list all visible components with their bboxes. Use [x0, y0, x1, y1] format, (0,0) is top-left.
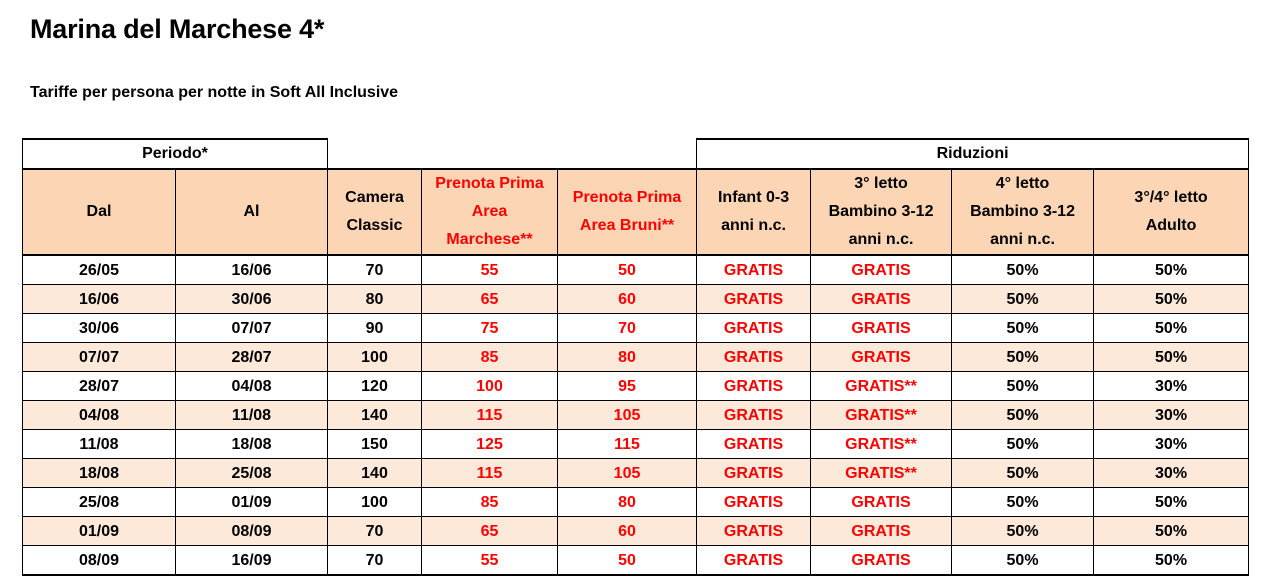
table-cell: 50% [952, 401, 1094, 430]
table-cell: 70 [558, 314, 697, 343]
column-header-line: Bambino 3-12 [970, 203, 1075, 220]
table-cell: 16/09 [176, 546, 328, 576]
table-cell: 50% [952, 255, 1094, 285]
table-row [23, 255, 1249, 285]
table-row [23, 343, 1249, 372]
table-cell: 26/05 [23, 255, 176, 285]
column-header-0 [23, 169, 176, 255]
table-cell: 50% [1094, 255, 1249, 285]
table-cell: GRATIS [697, 517, 811, 546]
table-cell: 11/08 [176, 401, 328, 430]
table-cell: 140 [328, 459, 422, 488]
table-cell: 80 [558, 488, 697, 517]
column-header-line: 4° letto [995, 175, 1050, 192]
table-cell: GRATIS** [811, 401, 952, 430]
table-cell: 60 [558, 517, 697, 546]
table-cell: 08/09 [23, 546, 176, 576]
table-cell: 105 [558, 401, 697, 430]
column-header-line: Prenota Prima [572, 189, 682, 206]
table-cell: 50% [952, 372, 1094, 401]
table-cell: 50 [558, 546, 697, 576]
table-cell: 100 [328, 488, 422, 517]
table-cell: 120 [328, 372, 422, 401]
table-cell: 04/08 [176, 372, 328, 401]
column-header-line: Area Bruni** [579, 217, 675, 234]
column-header-8 [1094, 169, 1249, 255]
table-cell: 07/07 [23, 343, 176, 372]
column-header-line: anni n.c. [990, 231, 1055, 248]
table-cell: 140 [328, 401, 422, 430]
table-cell: 50 [558, 255, 697, 285]
table-cell: 60 [558, 285, 697, 314]
table-row [23, 314, 1249, 343]
column-header-line: Bambino 3-12 [828, 203, 934, 220]
table-cell: 50% [1094, 343, 1249, 372]
table-cell: 50% [952, 430, 1094, 459]
table-cell: 125 [422, 430, 558, 459]
table-cell: 55 [422, 546, 558, 576]
table-cell: 50% [952, 546, 1094, 576]
table-cell: 25/08 [23, 488, 176, 517]
column-header-6 [811, 169, 952, 255]
table-cell: 30/06 [176, 285, 328, 314]
group-header-periodo: Periodo* [23, 139, 328, 169]
column-header-line: Prenota Prima [435, 175, 544, 192]
column-header-line: Classic [346, 217, 403, 234]
table-cell: 70 [328, 517, 422, 546]
table-cell: 65 [422, 285, 558, 314]
column-header-line: anni n.c. [721, 217, 786, 234]
table-cell: 75 [422, 314, 558, 343]
table-cell: 85 [422, 343, 558, 372]
table-cell: 28/07 [23, 372, 176, 401]
table-cell: 25/08 [176, 459, 328, 488]
column-header-line: Infant 0-3 [717, 189, 790, 206]
table-cell: 50% [1094, 517, 1249, 546]
table-cell: 50% [1094, 546, 1249, 576]
column-header-2 [328, 169, 422, 255]
table-cell: GRATIS** [811, 372, 952, 401]
table-cell: GRATIS [811, 314, 952, 343]
column-header-7 [952, 169, 1094, 255]
table-cell: GRATIS [697, 546, 811, 576]
table-cell: 30/06 [23, 314, 176, 343]
table-row [23, 459, 1249, 488]
column-header-row [23, 169, 1249, 255]
group-header-spacer [328, 139, 697, 169]
table-cell: 08/09 [176, 517, 328, 546]
table-cell: 150 [328, 430, 422, 459]
table-row [23, 372, 1249, 401]
table-cell: GRATIS [811, 546, 952, 576]
table-row [23, 488, 1249, 517]
column-header-1 [176, 169, 328, 255]
table-cell: 80 [558, 343, 697, 372]
table-cell: 18/08 [176, 430, 328, 459]
table-cell: GRATIS [697, 343, 811, 372]
column-header-4 [558, 169, 697, 255]
table-cell: 55 [422, 255, 558, 285]
table-cell: GRATIS [697, 488, 811, 517]
table-cell: 115 [558, 430, 697, 459]
table-cell: 50% [1094, 285, 1249, 314]
table-cell: 07/07 [176, 314, 328, 343]
table-cell: GRATIS [697, 401, 811, 430]
column-header-line: Al [243, 203, 260, 220]
table-cell: 70 [328, 546, 422, 576]
table-cell: 50% [952, 343, 1094, 372]
column-header-line: 3°/4° letto [1134, 189, 1208, 206]
table-cell: 30% [1094, 459, 1249, 488]
table-cell: GRATIS [811, 343, 952, 372]
table-cell: 65 [422, 517, 558, 546]
table-cell: 28/07 [176, 343, 328, 372]
column-header-line: Adulto [1145, 217, 1197, 234]
column-header-3 [422, 169, 558, 255]
table-cell: 16/06 [23, 285, 176, 314]
column-header-line: Marchese** [446, 231, 533, 248]
table-cell: 01/09 [23, 517, 176, 546]
column-header-line: 3° letto [854, 175, 908, 192]
table-cell: 85 [422, 488, 558, 517]
group-header-riduzioni: Riduzioni [697, 139, 1249, 169]
table-cell: 115 [422, 401, 558, 430]
table-cell: 30% [1094, 430, 1249, 459]
table-cell: 50% [952, 517, 1094, 546]
table-cell: 95 [558, 372, 697, 401]
column-header-5 [697, 169, 811, 255]
page-title: Marina del Marchese 4* [30, 14, 325, 44]
table-cell: GRATIS [811, 517, 952, 546]
table-cell: 50% [1094, 314, 1249, 343]
table-cell: 50% [952, 459, 1094, 488]
table-row [23, 517, 1249, 546]
table-cell: 30% [1094, 372, 1249, 401]
table-row [23, 401, 1249, 430]
table-cell: 50% [1094, 488, 1249, 517]
table-cell: 100 [328, 343, 422, 372]
table-cell: 70 [328, 255, 422, 285]
column-header-line: Camera [345, 189, 404, 206]
group-header-row [23, 139, 1249, 169]
table-cell: 105 [558, 459, 697, 488]
table-cell: 01/09 [176, 488, 328, 517]
column-header-line: Area [471, 203, 508, 220]
table-cell: 90 [328, 314, 422, 343]
table-cell: 30% [1094, 401, 1249, 430]
table-cell: GRATIS** [811, 430, 952, 459]
table-cell: 11/08 [23, 430, 176, 459]
table-row [23, 430, 1249, 459]
table-cell: 50% [952, 488, 1094, 517]
table-cell: GRATIS [697, 314, 811, 343]
table-body [23, 255, 1249, 575]
table-cell: GRATIS [697, 255, 811, 285]
table-cell: GRATIS [697, 430, 811, 459]
table-cell: 04/08 [23, 401, 176, 430]
table-cell: GRATIS [697, 372, 811, 401]
table-cell: GRATIS [811, 488, 952, 517]
column-header-line: Dal [86, 203, 112, 220]
table-cell: GRATIS [697, 459, 811, 488]
table-cell: 115 [422, 459, 558, 488]
table-cell: 80 [328, 285, 422, 314]
table-cell: GRATIS [811, 285, 952, 314]
rates-table [22, 138, 1249, 576]
table-cell: GRATIS [697, 285, 811, 314]
table-row [23, 546, 1249, 576]
table-cell: 16/06 [176, 255, 328, 285]
table-cell: 50% [952, 314, 1094, 343]
table-cell: GRATIS** [811, 459, 952, 488]
table-cell: 18/08 [23, 459, 176, 488]
table-row [23, 285, 1249, 314]
table-cell: GRATIS [811, 255, 952, 285]
table-cell: 50% [952, 285, 1094, 314]
page-subtitle: Tariffe per persona per notte in Soft All Inclusive [30, 84, 399, 101]
column-header-line: anni n.c. [848, 231, 914, 248]
table-cell: 100 [422, 372, 558, 401]
